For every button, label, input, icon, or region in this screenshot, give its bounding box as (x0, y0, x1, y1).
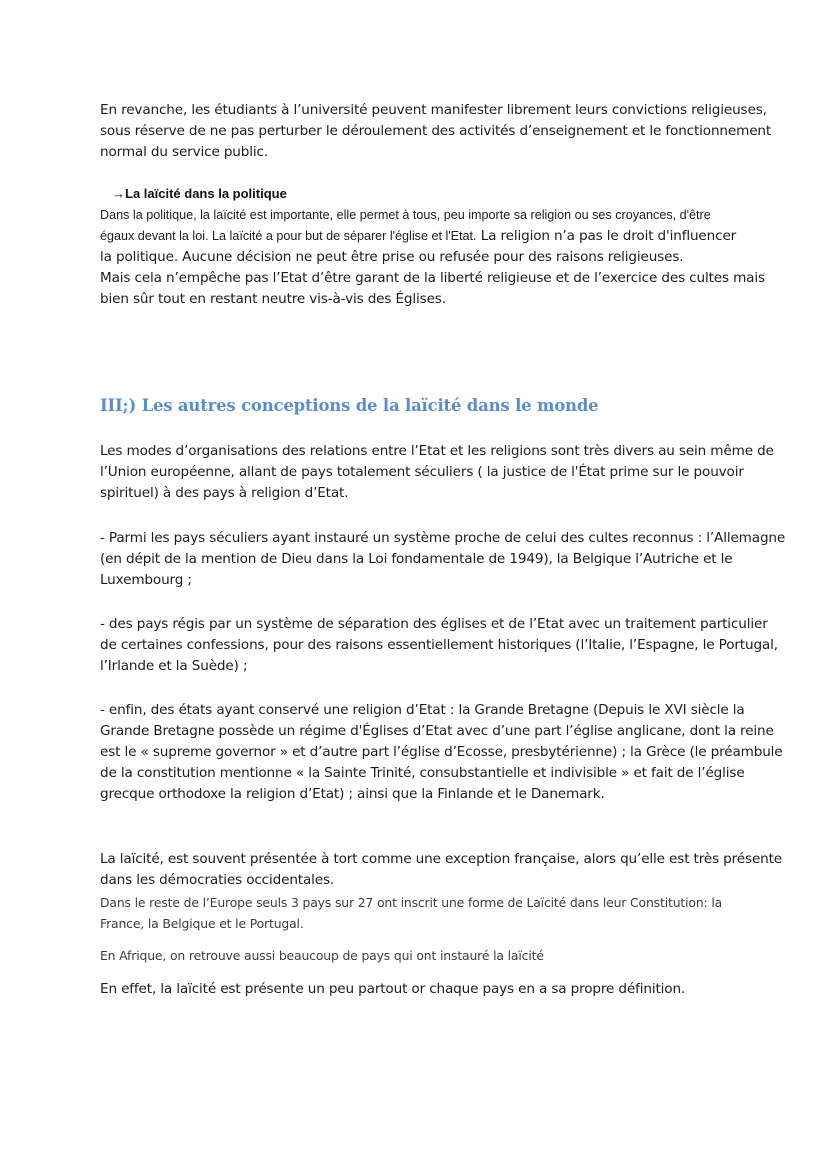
text-line: spirituel) à des pays à religion d’Etat. (100, 485, 349, 501)
text-line: (en dépit de la mention de Dieu dans la Loi fondamentale de 1949), la Belgique l’Autriche et le (100, 551, 733, 567)
text-line: bien sûr tout en restant neutre vis-à-vis des Églises. (100, 291, 446, 307)
text-line: En effet, la laïcité est présente un peu partout or chaque pays en a sa propre définition. (100, 981, 686, 997)
text-line: La laïcité, est souvent présentée à tort comme une exception française, alors qu’elle est très présente (100, 851, 783, 867)
text-line: En Afrique, on retrouve aussi beaucoup de pays qui ont instauré la laïcité (100, 948, 544, 963)
text-line: la politique. Aucune décision ne peut être prise ou refusée pour des raisons religieuses. (100, 249, 684, 265)
text-line: Luxembourg ; (100, 572, 192, 588)
text-line: France, la Belgique et le Portugal. (100, 916, 304, 931)
paragraph-europe (100, 892, 740, 934)
paragraph-conclusion (100, 849, 783, 891)
text-line: Dans la politique, la laïcité est importante, elle permet à tous, peu importe sa religion ou ses croyances, d'être (100, 208, 711, 222)
text-line: grecque orthodoxe la religion d’Etat) ; ainsi que la Finlande et le Danemark. (100, 786, 605, 802)
text-line: - des pays régis par un système de séparation des églises et de l’Etat avec un traitement particulier (100, 616, 768, 632)
paragraph-intro (100, 441, 774, 504)
subheading-politique: →La laïcité dans la politique (112, 186, 287, 201)
text-line (100, 226, 740, 247)
paragraph-final (100, 979, 740, 1000)
paragraph-bullet-separation (100, 614, 778, 677)
text-line: de la constitution mentionne « la Sainte Trinité, consubstantielle et indivisible » et fait de l’église (100, 765, 745, 781)
text-line: dans les démocraties occidentales. (100, 872, 335, 888)
text-line: de certaines confessions, pour des raisons essentiellement historiques (l’Italie, l’Espagne, le Portugal, (100, 637, 778, 653)
text-line: En revanche, les étudiants à l’université peuvent manifester librement leurs convictions religieuses, (100, 102, 767, 118)
section-heading-3: III;) Les autres conceptions de la laïcité dans le monde (100, 396, 599, 415)
text-line: l’Irlande et la Suède) ; (100, 658, 248, 674)
paragraph-bullet-secular (100, 528, 786, 591)
paragraph-university (100, 100, 772, 163)
text-line: - Parmi les pays séculiers ayant instauré un système proche de celui des cultes reconnus : l’Allemagne (100, 530, 786, 546)
text-line: sous réserve de ne pas perturber le déroulement des activités d’enseignement et le fonctionnement (100, 123, 772, 139)
text-line: est le « supreme governor » et d’autre part l’église d’Ecosse, presbytérienne) ; la Grèce (le préambule (100, 744, 783, 760)
text-line: - enfin, des états ayant conservé une religion d’Etat : la Grande Bretagne (Depuis le XVI siècle la (100, 702, 745, 718)
text-line: normal du service public. (100, 144, 269, 160)
text-line: Les modes d’organisations des relations entre l’Etat et les religions sont très divers au sein même de (100, 443, 774, 459)
text-segment: égaux devant la loi. La laïcité a pour but de séparer l'église et l'Etat. (100, 229, 477, 243)
text-line: Grande Bretagne possède un régime d'Églises d’Etat avec d’une part l’église anglicane, dont la reine (100, 723, 774, 739)
paragraph-politique (100, 205, 765, 310)
text-line: Dans le reste de l’Europe seuls 3 pays sur 27 ont inscrit une forme de Laïcité dans leur Constitution: la (100, 895, 723, 910)
text-segment: La religion n’a pas le droit d'influencer (476, 228, 737, 244)
text-line: Mais cela n’empêche pas l’Etat d’être garant de la liberté religieuse et de l’exercice des cultes mais (100, 270, 765, 286)
paragraph-afrique (100, 945, 740, 966)
paragraph-bullet-state-religion (100, 700, 783, 805)
text-line: l’Union européenne, allant de pays totalement séculiers ( la justice de l'État prime sur le pouvoir (100, 464, 744, 480)
